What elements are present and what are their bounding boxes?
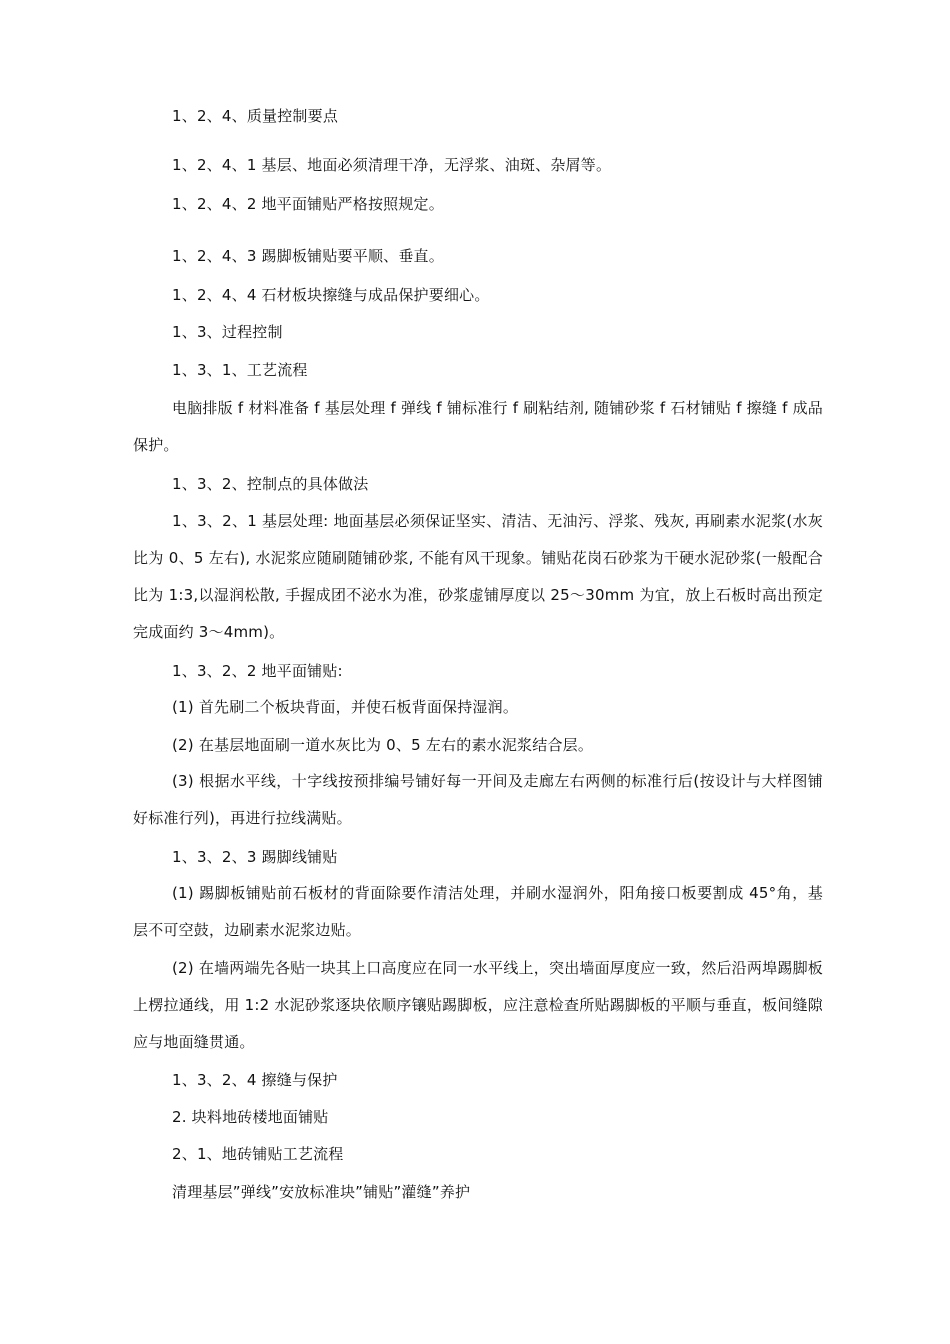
tile-workflow-text: 清理基层”弹线”安放标准块”铺贴”灌缝”养护 bbox=[172, 1183, 471, 1201]
item-skirting: 1、2、4、3 踢脚板铺贴要平顺、垂直。 bbox=[172, 247, 444, 265]
heading-quality-control: 1、2、4、质量控制要点 bbox=[172, 107, 339, 125]
heading-tile-laying: 2. 块料地砖楼地面铺贴 bbox=[172, 1108, 329, 1126]
heading-workflow: 1、3、1、工艺流程 bbox=[172, 361, 308, 379]
heading-tile-workflow: 2、1、地砖铺贴工艺流程 bbox=[172, 1145, 344, 1163]
skirting-step-2: (2) 在墙两端先各贴一块其上口高度应在同一水平线上，突出墙面厚度应一致，然后沿两埠踢脚板上楞拉通线，用 1:2 水泥砂浆逐块依顺序镶贴踢脚板，应注意检查所贴踢脚板的平顺与垂直，板间缝隙应与地面缝贯通。 bbox=[133, 959, 823, 1051]
paragraph-base-treatment: 1、3、2、1 基层处理: 地面基层必须保证坚实、清洁、无油污、浮浆、残灰, 再刷素水泥浆(水灰比为 0、5 左右), 水泥浆应随刷随铺砂浆, 不能有风干现象。铺贴花岗石砂浆为干硬水泥砂浆(一般配合比为 1:3,以湿润松散, 手握成团不泌水为准，砂浆虚铺厚度以 25〜30mm 为宜，放上石板时高出预定完成面约 3〜4mm)。 bbox=[133, 512, 823, 641]
item-floor-laying: 1、2、4、2 地平面铺贴严格按照规定。 bbox=[172, 195, 444, 213]
heading-floor-laying: 1、3、2、2 地平面铺贴: bbox=[172, 662, 343, 680]
skirting-step-1: (1) 踢脚板铺贴前石板材的背面除要作清洁处理，并刷水湿润外，阳角接口板要割成 45°角，基层不可空鼓，边刷素水泥浆边贴。 bbox=[133, 884, 823, 939]
item-base-cleaning: 1、2、4、1 基层、地面必须清理干净，无浮浆、油斑、杂屑等。 bbox=[172, 156, 612, 174]
heading-control-points: 1、3、2、控制点的具体做法 bbox=[172, 475, 369, 493]
item-joint-protection: 1、2、4、4 石材板块擦缝与成品保护要细心。 bbox=[172, 286, 490, 304]
heading-skirting-laying: 1、3、2、3 踢脚线铺贴 bbox=[172, 848, 338, 866]
heading-process-control: 1、3、过程控制 bbox=[172, 323, 283, 341]
step-1: (1) 首先刷二个板块背面，并使石板背面保持湿润。 bbox=[172, 698, 519, 716]
paragraph-workflow: 电脑排版 f 材料准备 f 基层处理 f 弹线 f 铺标准行 f 刷粘结剂, 随铺砂浆 f 石材铺贴 f 擦缝 f 成品保护。 bbox=[133, 399, 823, 454]
step-3: (3) 根据水平线，十字线按预排编号铺好每一开间及走廊左右两侧的标准行后(按设计与大样图铺好标准行列)，再进行拉线满贴。 bbox=[133, 772, 823, 827]
step-2: (2) 在基层地面刷一道水灰比为 0、5 左右的素水泥浆结合层。 bbox=[172, 736, 594, 754]
heading-joint-protection: 1、3、2、4 擦缝与保护 bbox=[172, 1071, 338, 1089]
